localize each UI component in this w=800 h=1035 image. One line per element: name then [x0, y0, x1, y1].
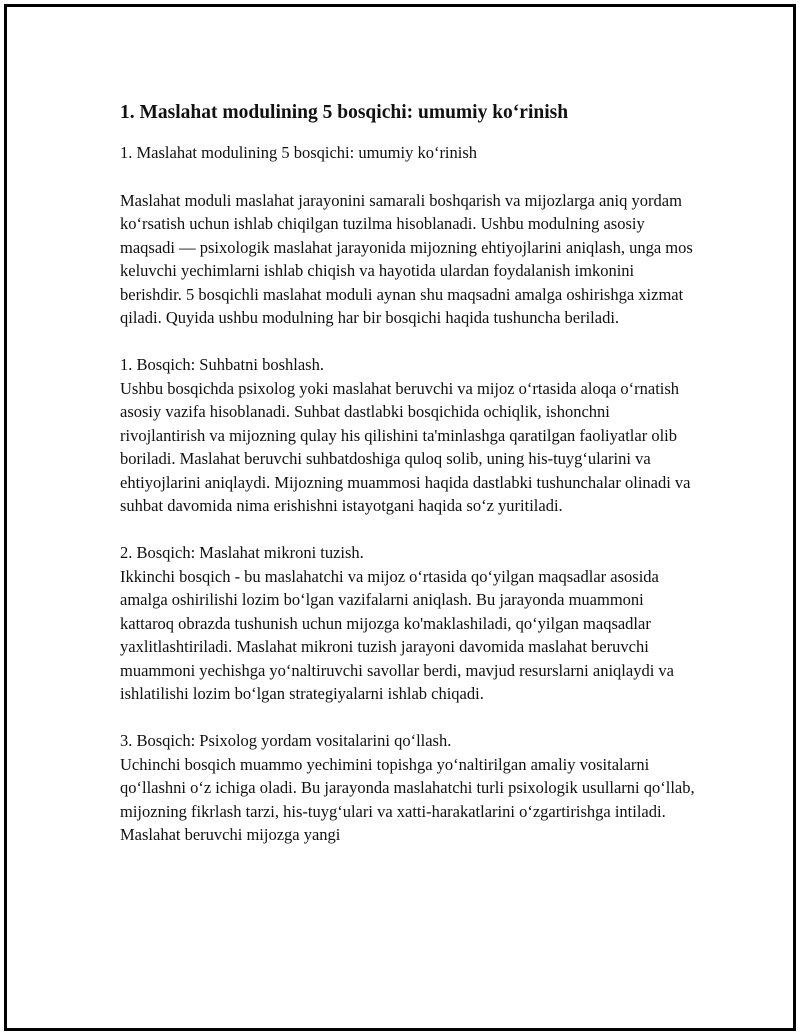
section-1 [120, 353, 695, 518]
section-heading: 2. Bosqich: Maslahat mikroni tuzish. [120, 543, 364, 562]
section-body: Ikkinchi bosqich - bu maslahatchi va mijoz o‘rtasida qo‘yilgan maqsadlar asosida amalga oshirilishi lozim bo‘lgan vazifalarni aniqlash. Bu jarayonda muammoni kattaroq obrazda tushunish uchun mijozga ko'maklashiladi, qo‘yilgan maqsadlar yaxlitlashtiriladi. Maslahat mikroni tuzish jarayoni davomida maslahat beruvchi muammoni yechishga yo‘naltiruvchi savollar berdi, mavjud resurslarni aniqlaydi va ishlatilishi lozim bo‘lgan strategiyalarni ishlab chiqadi. [120, 566, 674, 703]
section-body: Ushbu bosqichda psixolog yoki maslahat beruvchi va mijoz o‘rtasida aloqa o‘rnatish asosiy vazifa hisoblanadi. Suhbat dastlabki bosqichida ochiqlik, ishonchni rivojlantirish va mijozning qulay his qilishini ta'minlashga qaratilgan faoliyatlar olib boriladi. Maslahat beruvchi suhbatdoshiga quloq solib, uning his-tuyg‘ularini va ehtiyojlarini aniqlaydi. Mijozning muammosi haqida dastlabki tushunchalar olinadi va suhbat davomida nima erishishni istayotgani haqida so‘z yuritiladi. [120, 378, 691, 515]
section-3 [120, 729, 695, 847]
section-heading: 1. Bosqich: Suhbatni boshlash. [120, 355, 324, 374]
intro-paragraph: Maslahat moduli maslahat jarayonini samarali boshqarish va mijozlarga aniq yordam ko‘rsatish uchun ishlab chiqilgan tuzilma hisoblanadi. Ushbu modulning asosiy maqsadi — psixologik maslahat jarayonida mijozning ehtiyojlarini aniqlash, unga mos keluvchi yechimlarni ishlab chiqish va hayotida ulardan foydalanish imkonini berishdir. 5 bosqichli maslahat moduli aynan shu maqsadni amalga oshirishga xizmat qiladi. Quyida ushbu modulning har bir bosqichi haqida tushuncha beriladi. [120, 190, 693, 327]
document-subtitle: 1. Maslahat modulining 5 bosqichi: umumiy ko‘rinish [120, 143, 478, 162]
section-heading: 3. Bosqich: Psixolog yordam vositalarini qo‘llash. [120, 731, 452, 750]
section-2 [120, 541, 695, 706]
section-body: Uchinchi bosqich muammo yechimini topishga yo‘naltirilgan amaliy vositalarni qo‘llashni o‘z ichiga oladi. Bu jarayonda maslahatchi turli psixologik usullarni qo‘llab, mijozning fikrlash tarzi, his-tuyg‘ulari va xatti-harakatlarini o‘zgartirishga intiladi. Maslahat beruvchi mijozga yangi [120, 754, 695, 844]
document-page [4, 4, 796, 1031]
document-title: 1. Maslahat modulining 5 bosqichi: umumiy ko‘rinish [120, 102, 569, 123]
document-content [120, 99, 695, 847]
